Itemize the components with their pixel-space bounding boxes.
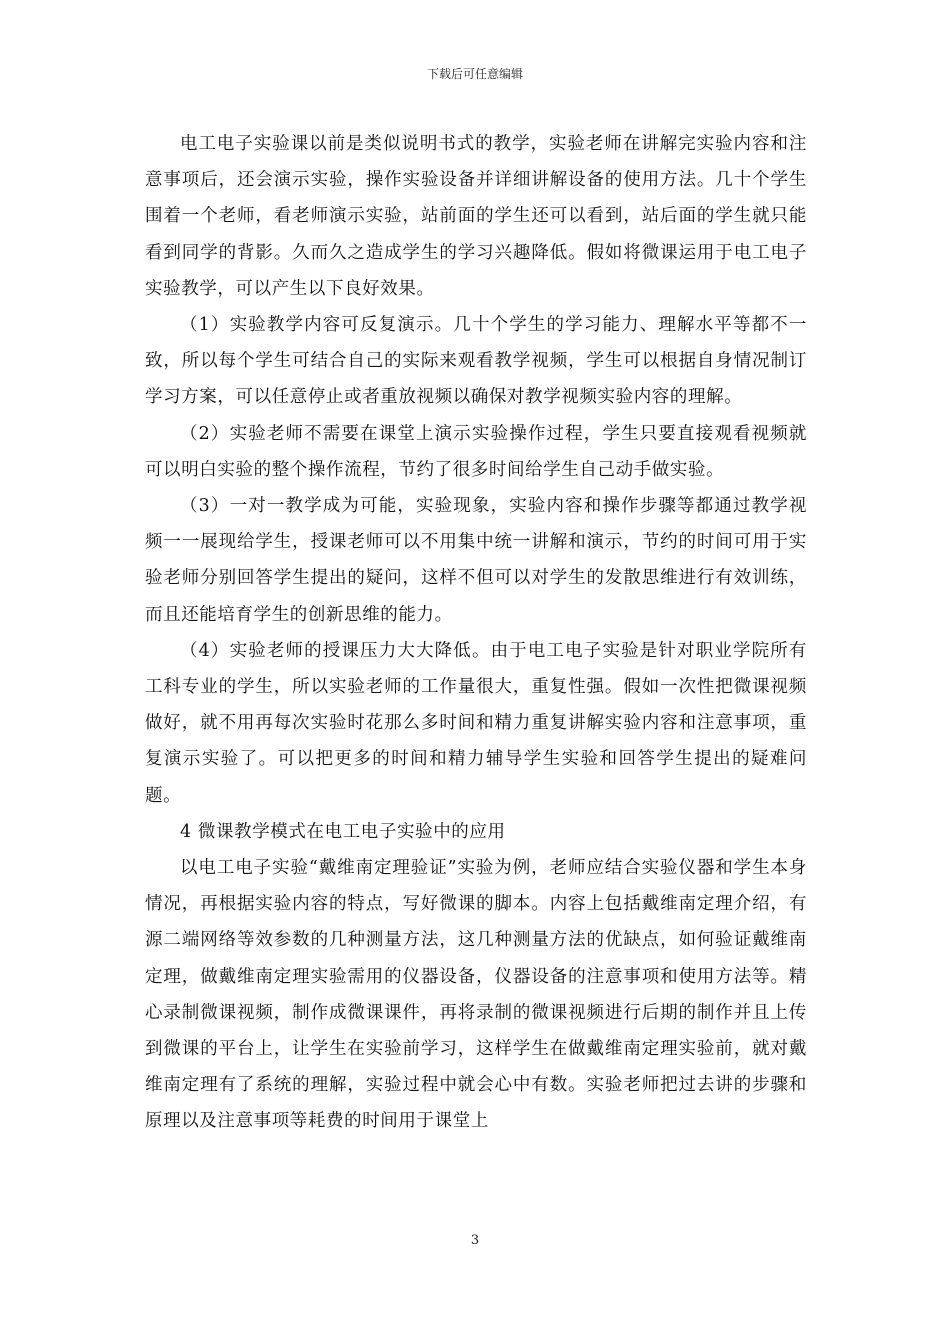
paragraph-point-3: （3）一对一教学成为可能，实验现象，实验内容和操作步骤等都通过教学视频一一展现给学生，授课老师可以不用集中统一讲解和演示，节约的时间可用于实验老师分别回答学生提出的疑问，这样不但可以对学生的发散思维进行有效训练，而且还能培育学生的创新思维的能力。: [145, 496, 807, 625]
paragraph-intro: 电工电子实验课以前是类似说明书式的教学，实验老师在讲解完实验内容和注意事项后，还会演示实验，操作实验设备并详细讲解设备的使用方法。几十个学生围着一个老师，看老师演示实验，站前面的学生还可以看到，站后面的学生就只能看到同学的背影。久而久之造成学生的学习兴趣降低。假如将微课运用于电工电子实验教学，可以产生以下良好效果。: [145, 134, 807, 299]
paragraph-point-2: （2）实验老师不需要在课堂上演示实验操作过程，学生只要直接观看视频就可以明白实验的整个操作流程，节约了很多时间给学生自己动手做实验。: [145, 423, 807, 480]
paragraph-example: 以电工电子实验“戴维南定理验证”实验为例，老师应结合实验仪器和学生本身情况，再根据实验内容的特点，写好微课的脚本。内容上包括戴维南定理介绍，有源二端网络等效参数的几种测量方法，这几种测量方法的优缺点，如何验证戴维南定理，做戴维南定理实验需用的仪器设备，仪器设备的注意事项和使用方法等。精心录制微课视频，制作成微课课件，再将录制的微课视频进行后期的制作并且上传到微课的平台上，让学生在实验前学习，这样学生在做戴维南定理实验前，就对戴维南定理有了系统的理解，实验过程中就会心中有数。实验老师把过去讲的步骤和原理以及注意事项等耗费的时间用于课堂上: [145, 858, 807, 1132]
section-heading: 4 微课教学模式在电工电子实验中的应用: [180, 821, 506, 842]
page-header: 下载后可任意编辑: [426, 67, 523, 81]
paragraph-point-1: （1）实验教学内容可反复演示。几十个学生的学习能力、理解水平等都不一致，所以每个学生可结合自己的实际来观看教学视频，学生可以根据自身情况制订学习方案，可以任意停止或者重放视频以确保对教学视频实验内容的理解。: [145, 315, 807, 408]
paragraph-point-4: （4）实验老师的授课压力大大降低。由于电工电子实验是针对职业学院所有工科专业的学生，所以实验老师的工作量很大，重复性强。假如一次性把微课视频做好，就不用再每次实验时花那么多时间和精力重复讲解实验内容和注意事项，重复演示实验了。可以把更多的时间和精力辅导学生实验和回答学生提出的疑难问题。: [145, 640, 807, 806]
page-number: 3: [470, 1233, 480, 1248]
document-body: [145, 126, 807, 1140]
